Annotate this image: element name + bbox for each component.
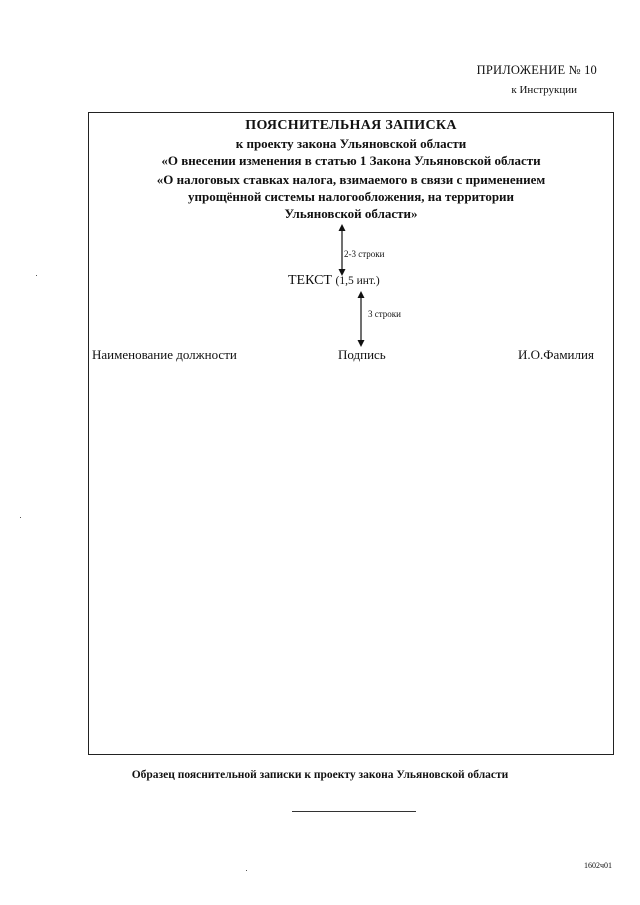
spacing-note-bottom: 3 строки [368, 309, 401, 319]
scan-speck [36, 275, 37, 276]
body-text-spacing: (1,5 инт.) [335, 275, 380, 287]
subtitle-line: упрощённой системы налогообложения, на территории [187, 189, 515, 204]
appendix-number: ПРИЛОЖЕНИЕ № 10 [476, 63, 597, 77]
signature-position: Наименование должности [92, 347, 237, 362]
spacing-note-top: 2-3 строки [344, 249, 385, 259]
signature-name: И.О.Фамилия [518, 347, 594, 362]
body-text-placeholder [288, 273, 380, 289]
sample-caption: Образец пояснительной записки к проекту закона Ульяновской области [131, 769, 509, 781]
spacing-arrow-icon [355, 291, 367, 347]
subtitle-line: «О налоговых ставках налога, взимаемого в связи с применением [156, 172, 546, 187]
scan-speck [246, 870, 247, 871]
appendix-reference: к Инструкции [511, 84, 577, 96]
subtitle-line: к проекту закона Ульяновской области [235, 136, 467, 151]
subtitle-line: «О внесении изменения в статью 1 Закона Ульяновской области [161, 153, 541, 168]
separator-line [292, 811, 416, 812]
document-code: 1602ч01 [583, 861, 612, 870]
subtitle-line: Ульяновской области» [284, 206, 418, 221]
note-title: ПОЯСНИТЕЛЬНАЯ ЗАПИСКА [245, 118, 457, 133]
scan-speck [20, 517, 21, 518]
body-text-label: ТЕКСТ [288, 273, 332, 288]
signature-placeholder: Подпись [338, 347, 386, 362]
